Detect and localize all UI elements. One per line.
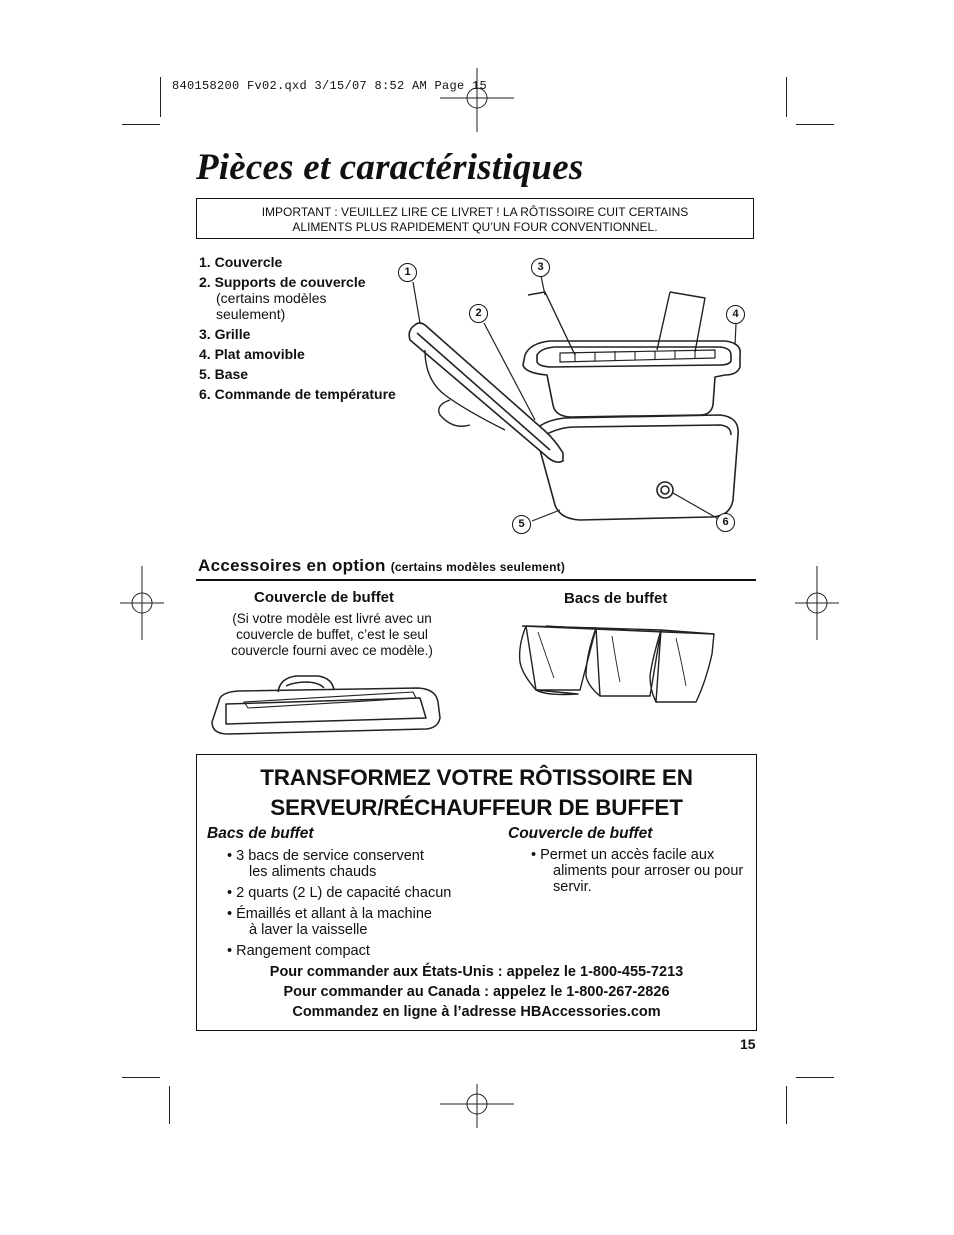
page-title: Pièces et caractéristiques bbox=[196, 147, 584, 188]
list-item: • Émaillés et allant à la machine à laver la vaisselle bbox=[227, 906, 432, 938]
buffet-pans-title: Bacs de buffet bbox=[564, 590, 668, 607]
list-item: • 2 quarts (2 L) de capacité chacun bbox=[227, 885, 452, 901]
list-item: • Rangement compact bbox=[227, 943, 370, 959]
crop-mark-bottom-left-v bbox=[169, 1086, 170, 1124]
important-notice-line-2: ALIMENTS PLUS RAPIDEMENT QU’UN FOUR CONVENTIONNEL. bbox=[292, 220, 658, 234]
part-item: 6. Commande de température bbox=[199, 386, 396, 402]
buffet-lid-bullets bbox=[531, 847, 751, 900]
roaster-illustration bbox=[395, 255, 760, 545]
list-item: • 3 bacs de service conservent les aliments chauds bbox=[227, 848, 424, 880]
buffet-conversion-box bbox=[196, 754, 757, 1031]
callout-3: 3 bbox=[531, 258, 550, 277]
crop-mark-top-right-h bbox=[796, 124, 834, 125]
part-note: (certains modèles bbox=[216, 290, 327, 306]
parts-list bbox=[199, 254, 396, 406]
order-line-online: Commandez en ligne à l’adresse HBAccessories.com bbox=[292, 1004, 661, 1020]
part-note: seulement) bbox=[216, 306, 286, 322]
buffet-pans-bullets bbox=[227, 848, 477, 964]
important-notice-line-1: IMPORTANT : VEUILLEZ LIRE CE LIVRET ! LA RÔTISSOIRE CUIT CERTAINS bbox=[261, 205, 689, 219]
crop-mark-top-left-h bbox=[122, 124, 160, 125]
printer-slug: 840158200 Fv02.qxd 3/15/07 8:52 AM Page 15 bbox=[172, 79, 488, 93]
accessories-rule bbox=[196, 579, 756, 581]
buffet-pans-illustration bbox=[516, 616, 718, 716]
buffet-pans-subheading: Bacs de buffet bbox=[207, 825, 314, 842]
buffet-lid-note: (Si votre modèle est livré avec un couvercle de buffet, c’est le seul couvercle fourni avec ce modèle.) bbox=[231, 611, 433, 658]
accessories-heading-note: (certains modèles seulement) bbox=[390, 560, 566, 574]
accessories-heading: Accessoires en option (certains modèles seulement) bbox=[198, 556, 566, 575]
callout-2: 2 bbox=[469, 304, 488, 323]
part-item: 2. Supports de couvercle (certains modèles seulement) bbox=[199, 274, 396, 322]
crop-mark-top-left-v bbox=[160, 77, 161, 117]
buffet-lid-title: Couvercle de buffet bbox=[254, 589, 395, 606]
callout-4: 4 bbox=[726, 305, 745, 324]
registration-mark-right bbox=[795, 566, 839, 640]
registration-mark-left bbox=[120, 566, 164, 640]
crop-mark-bottom-right-h bbox=[796, 1077, 834, 1078]
buffet-conversion-title: TRANSFORMEZ VOTRE RÔTISSOIRE EN SERVEUR/RÉCHAUFFEUR DE BUFFET bbox=[260, 765, 693, 820]
crop-mark-bottom-right-v bbox=[786, 1086, 787, 1124]
callout-5: 5 bbox=[512, 515, 531, 534]
order-line-canada: Pour commander au Canada : appelez le 1-800-267-2826 bbox=[283, 984, 670, 1000]
order-line-us: Pour commander aux États-Unis : appelez le 1-800-455-7213 bbox=[269, 964, 684, 980]
important-notice bbox=[196, 198, 754, 239]
buffet-lid-subheading: Couvercle de buffet bbox=[508, 825, 653, 842]
registration-mark-top bbox=[440, 68, 514, 132]
part-item: 3. Grille bbox=[199, 326, 251, 342]
buffet-lid-illustration bbox=[208, 668, 446, 742]
part-item: 4. Plat amovible bbox=[199, 346, 305, 362]
crop-mark-top-right-v bbox=[786, 77, 787, 117]
part-item: 5. Base bbox=[199, 366, 249, 382]
callout-1: 1 bbox=[398, 263, 417, 282]
part-item: 1. Couvercle bbox=[199, 254, 283, 270]
page-number: 15 bbox=[740, 1036, 756, 1052]
list-item: • Permet un accès facile aux aliments pour arroser ou pour servir. bbox=[531, 847, 744, 895]
callout-6: 6 bbox=[716, 513, 735, 532]
crop-mark-bottom-left-h bbox=[122, 1077, 160, 1078]
registration-mark-bottom bbox=[440, 1084, 514, 1128]
